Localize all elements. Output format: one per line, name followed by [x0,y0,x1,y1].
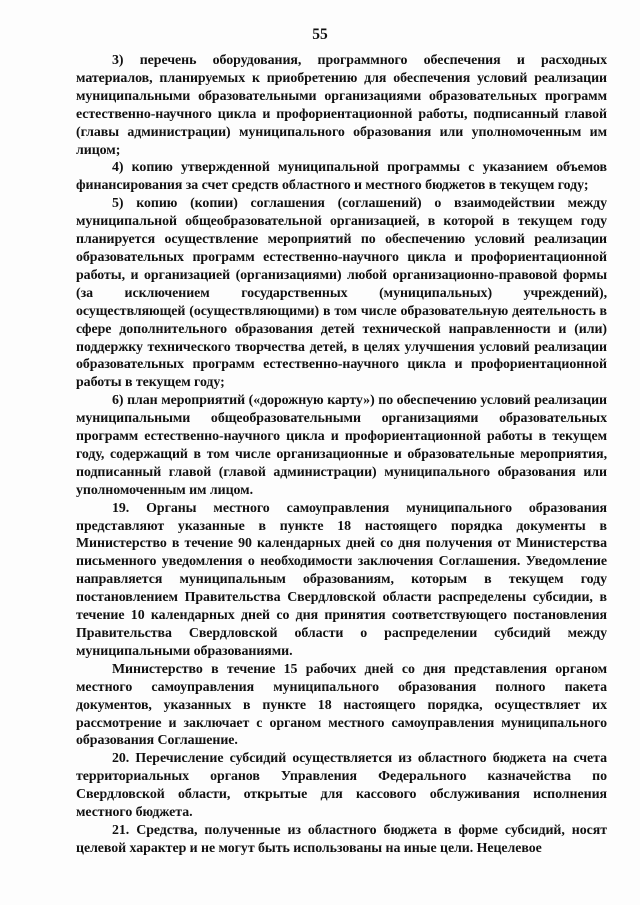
paragraph-clause-19-continued: Министерство в течение 15 рабочих дней со дня представления органом местного самоуправления муниципального образования полного пакета документов, указанных в пункте 18 настоящего порядка, осуществляет их рассмотрение и заключает с органом местного самоуправления муниципального образования Соглашение. [76,661,607,749]
paragraph-clause-20: 20. Перечисление субсидий осуществляется из областного бюджета на счета территориальных органов Управления Федерального казначейства по Свердловской области, открытые для кассового обслуживания исполнения местного бюджета. [76,751,607,821]
paragraph-clause-21: 21. Средства, полученные из областного бюджета в форме субсидий, носят целевой характер и не могут быть использованы на иные цели. Нецелевое [76,822,607,856]
paragraph-item-3: 3) перечень оборудования, программного обеспечения и расходных материалов, планируемых к приобретению для обеспечения условий реализации муниципальными образовательными организациями образовательных программ естественно-научного цикла и профориентационной работы, подписанный главой (главы администрации) муниципального образования или уполномоченным им лицом; [76,53,607,158]
paragraph-item-6: 6) план мероприятий («дорожную карту») по обеспечению условий реализации муниципальными общеобразовательными организациями образовательных программ естественно-научного цикла и профориентационной работы в текущем году, содержащий в том числе организационные и образовательные мероприятия, подписанный главой (главой администрации) муниципального образования или уполномоченным им лицом. [76,393,607,498]
paragraph-clause-19: 19. Органы местного самоуправления муниципального образования представляют указанные в пункте 18 настоящего порядка документы в Министерство в течение 90 календарных дней со дня получения от Министерства письменного уведомления о необходимости заключения Соглашения. Уведомление направляется муниципальным образованиям, которым в текущем году постановлением Правительства Свердловской области распределены субсидии, в течение 10 календарных дней со дня принятия соответствующего постановления Правительства Свердловской области о распределении субсидий между муниципальными образованиями. [76,500,607,659]
page-number: 55 [312,26,328,43]
paragraph-item-5: 5) копию (копии) соглашения (соглашений) о взаимодействии между муниципальной общеобразовательной организацией, в которой в текущем году планируется осуществление мероприятий по обеспечению условий реализации образовательных программ естественно-научного цикла и профориентационной работы, и организацией (организациями) любой организационно-правовой формы (за исключением государственных (муниципальных) учреждений), осуществляющей (осуществляющими) в том числе образовательную деятельность в сфере дополнительного образования детей технической направленности и (или) поддержку технического творчества детей, в целях улучшения условий реализации образовательных программ естественно-научного цикла и профориентационной работы в текущем году; [76,196,607,391]
paragraph-item-4: 4) копию утвержденной муниципальной программы с указанием объемов финансирования за счет средств областного и местного бюджетов в текущем году; [76,160,607,194]
document-body [76,52,607,858]
